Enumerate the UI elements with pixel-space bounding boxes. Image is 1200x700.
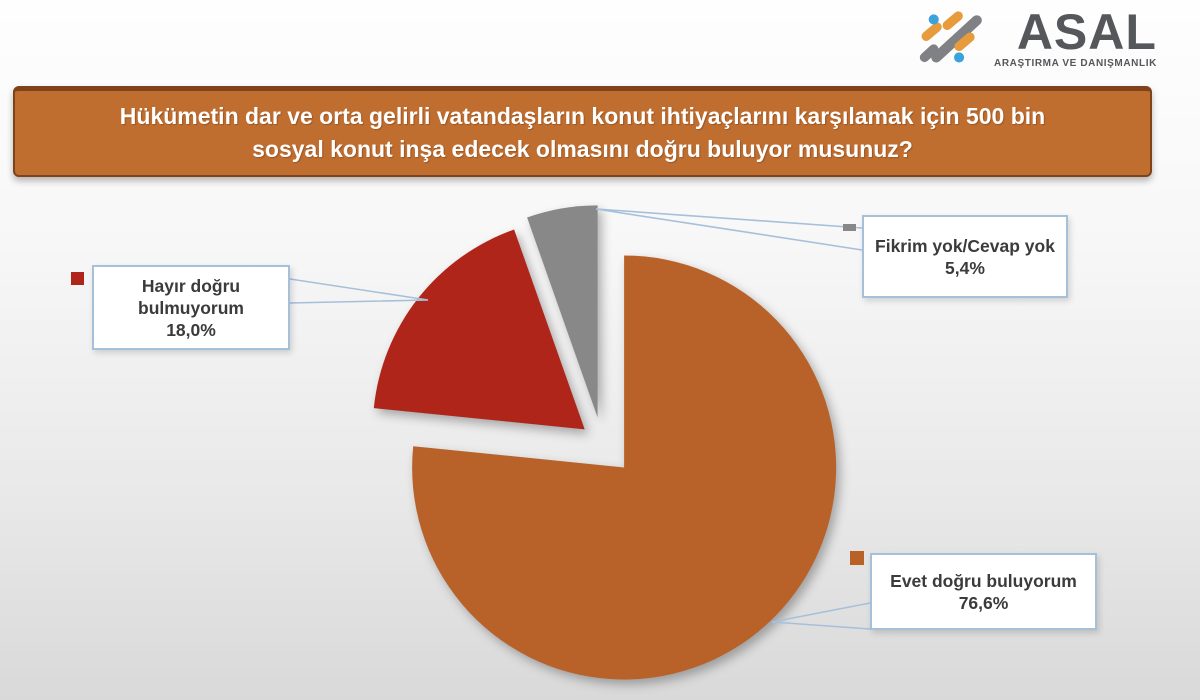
callout-box-hayir — [92, 265, 290, 350]
legend-marker-hayir — [71, 272, 84, 285]
question-line-1: Hükümetin dar ve orta gelirli vatandaşların konut ihtiyaçlarını karşılamak için 500 bin — [119, 103, 1046, 129]
callout-label: Evet doğru buluyorum — [890, 570, 1077, 591]
question-line-2: sosyal konut inşa edecek olmasını doğru buluyor musunuz? — [252, 136, 913, 162]
callout-line-fikrim — [596, 209, 862, 250]
callout-line-hayir — [290, 279, 428, 303]
legend-marker-evet — [850, 551, 864, 565]
asal-logo-name: ASAL — [1016, 4, 1157, 60]
callout-value: 18,0% — [166, 319, 216, 340]
callout-value: 5,4% — [945, 257, 985, 278]
callout-label: Fikrim yok/Cevap yok — [875, 235, 1055, 256]
legend-marker-fikrim — [843, 224, 856, 231]
callout-label: Hayır doğru bulmuyorum — [138, 275, 244, 318]
callout-value: 76,6% — [958, 592, 1009, 613]
callout-line-evet — [772, 603, 870, 629]
callout-box-evet — [870, 553, 1097, 630]
callout-box-fikrim — [862, 215, 1068, 298]
asal-logo-subtitle: ARAŞTIRMA VE DANIŞMANLIK — [994, 58, 1157, 69]
